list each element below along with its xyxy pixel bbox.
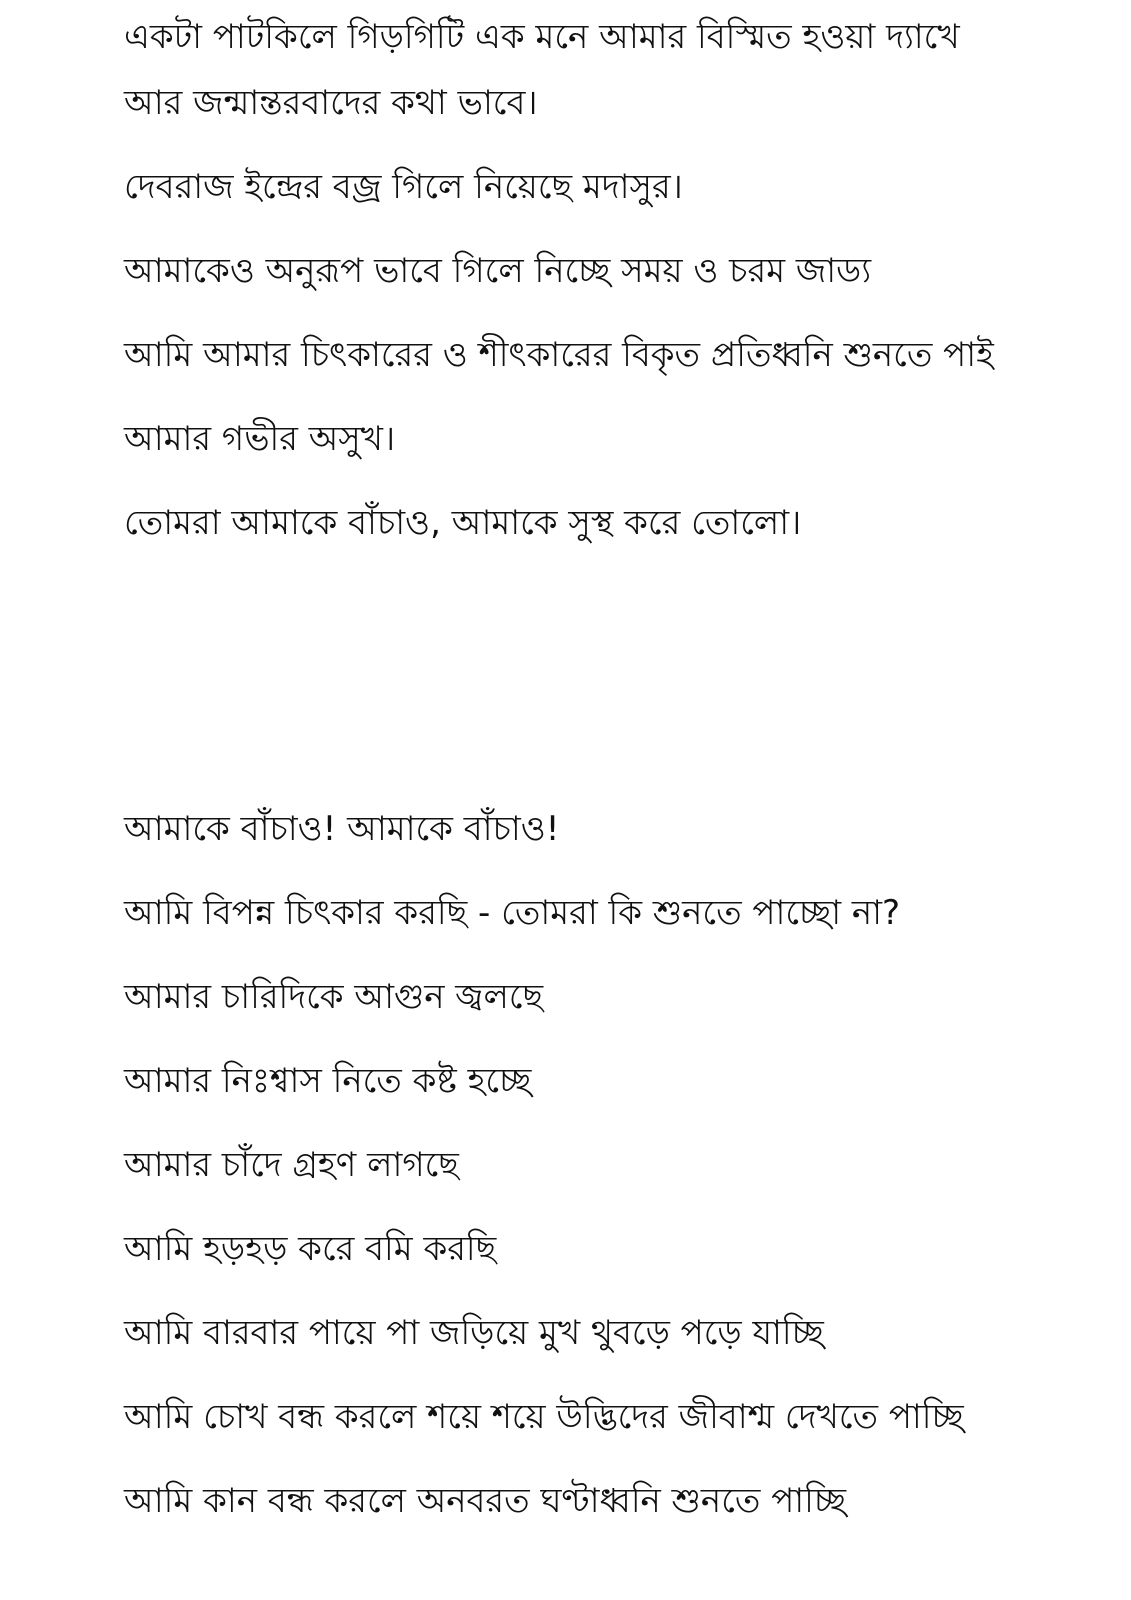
poem-line: আমি বারবার পায়ে পা জড়িয়ে মুখ থুবড়ে পড়ে যাচ্ছি bbox=[124, 1313, 824, 1353]
poem-stanza-1 bbox=[124, 4, 1024, 574]
poem-line: আমি বিপন্ন চিৎকার করছি - তোমরা কি শুনতে পাচ্ছো না? bbox=[124, 893, 901, 933]
poem-line: আমার চাঁদে গ্রহণ লাগছে bbox=[124, 1145, 459, 1185]
poem-line: দেবরাজ ইন্দ্রের বজ্র গিলে নিয়েছে মদাসুর। bbox=[124, 167, 683, 207]
poem-line: আমাকে বাঁচাও! আমাকে বাঁচাও! bbox=[124, 809, 560, 849]
poem-line: আমি আমার চিৎকারের ও শীৎকারের বিকৃত প্রতিধ্বনি শুনতে পাই bbox=[124, 335, 994, 375]
poem-line: আমি কান বন্ধ করলে অনবরত ঘণ্টাধ্বনি শুনতে পাচ্ছি bbox=[124, 1481, 847, 1521]
poem-line: আমি চোখ বন্ধ করলে শয়ে শয়ে উদ্ভিদের জীবাশ্ম দেখতে পাচ্ছি bbox=[124, 1397, 964, 1437]
poem-line: তোমরা আমাকে বাঁচাও, আমাকে সুস্থ করে তোলো। bbox=[124, 503, 802, 543]
poem-line: একটা পাটকিলে গিড়গিটি এক মনে আমার বিস্মিত হওয়া দ্যাখে আর জন্মান্তরবাদের কথা ভাবে। bbox=[124, 17, 960, 123]
poem-line: আমার নিঃশ্বাস নিতে কষ্ট হচ্ছে bbox=[124, 1061, 532, 1101]
poem-line: আমাকেও অনুরূপ ভাবে গিলে নিচ্ছে সময় ও চরম জাড্য bbox=[124, 251, 872, 291]
poem-line: আমি হড়হড় করে বমি করছি bbox=[124, 1229, 497, 1269]
poem-stanza-2 bbox=[124, 796, 1024, 1552]
poem-line: আমার গভীর অসুখ। bbox=[124, 419, 396, 459]
poem-line: আমার চারিদিকে আগুন জ্বলছে bbox=[124, 977, 544, 1017]
